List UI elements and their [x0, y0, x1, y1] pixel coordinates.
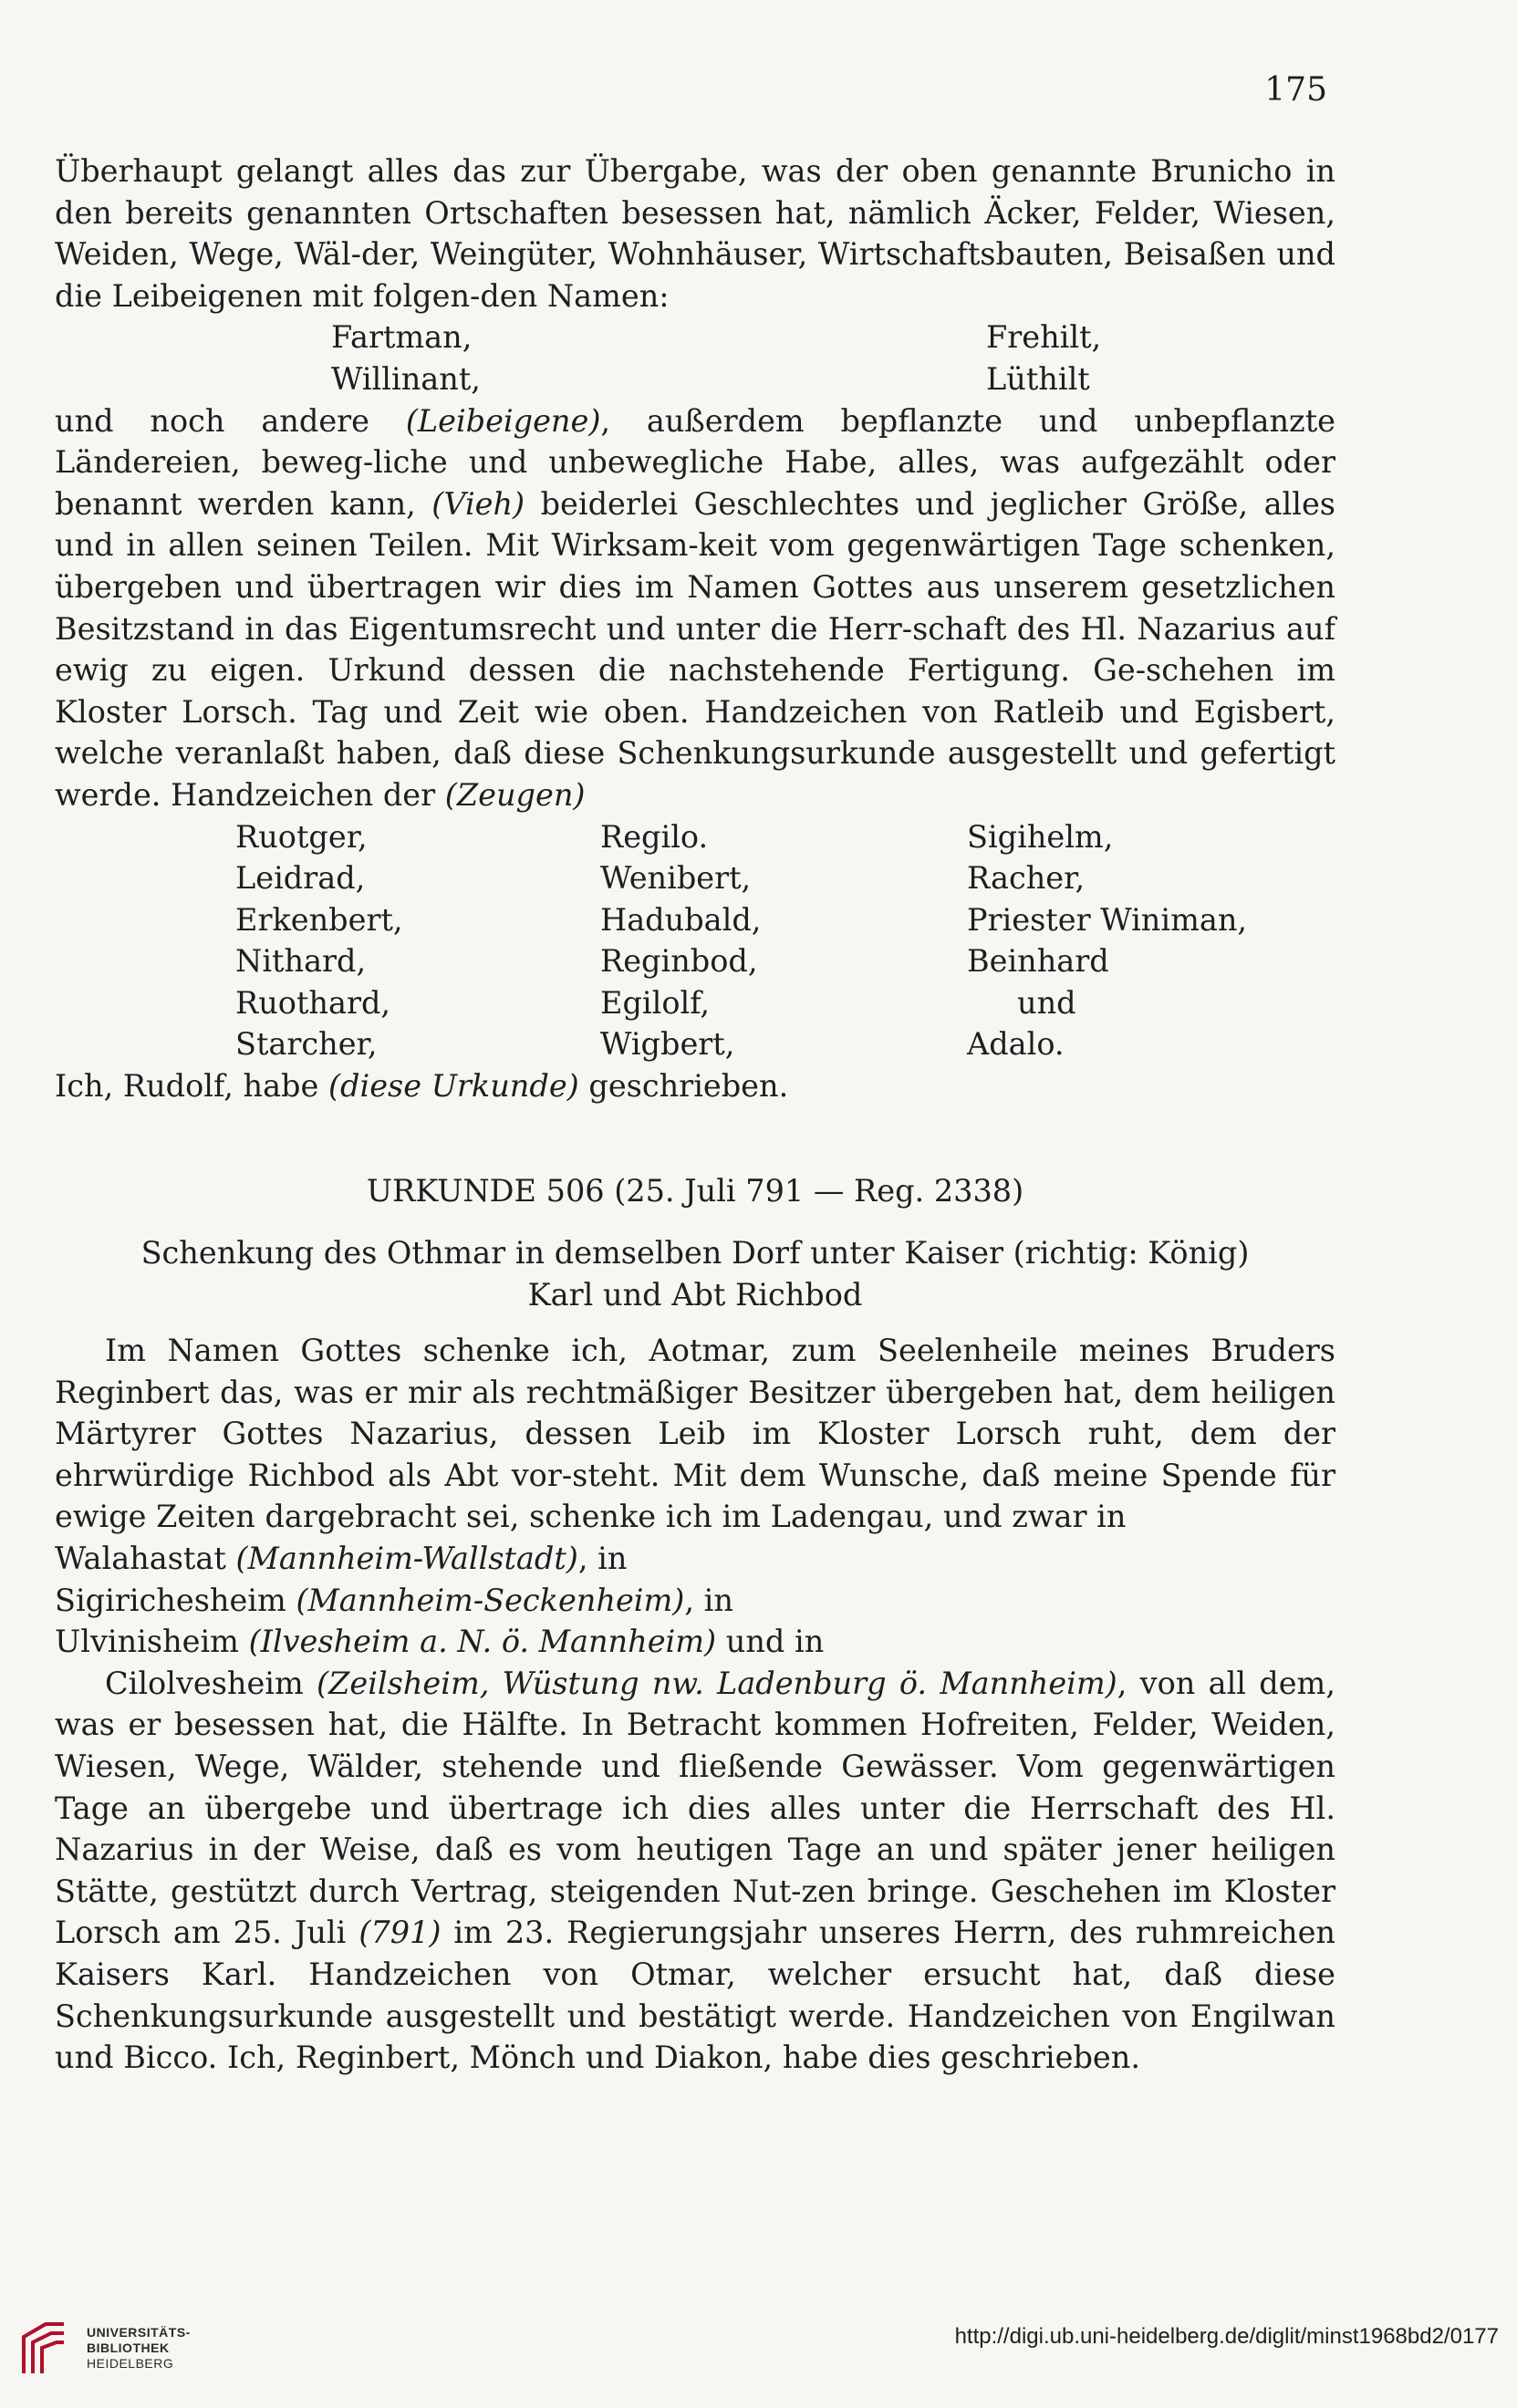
editorial-note: (Mannheim-Seckenheim) [296, 1582, 685, 1618]
source-url-link[interactable]: http://digi.ub.uni-heidelberg.de/diglit/minst1968bd2/0177 [954, 2324, 1499, 2349]
witness-name: und [1017, 984, 1076, 1021]
witness-name: Erkenbert, [235, 901, 403, 938]
witness-name: Leidrad, [235, 860, 366, 897]
editorial-note: (Mannheim-Wallstadt) [235, 1540, 578, 1576]
witness-name: Egilolf, [600, 984, 711, 1021]
paragraph-2 [55, 400, 1335, 816]
scribe-line [55, 1065, 1335, 1107]
place-line [55, 1538, 1335, 1580]
serf-names [331, 317, 1335, 400]
text-run: , von all dem, was er besessen hat, die Hälfte. In Betracht kommen Hofreiten, Felder, Weiden, Wiesen, Wege, Wälder, stehende und fließende Gewässer. Vom gegenwärtigen Tage an übergebe und übertrage ich dies alles unter die Herrschaft des Hl. Nazarius in der Weise, daß es vom heutigen Tage an und später jener heiligen Stätte, gestützt durch Vertrag, steigenden Nut-zen bringe. Geschehen im Kloster Lorsch am 25. Juli [55, 1665, 1335, 1951]
witness-name: Wenibert, [600, 860, 752, 897]
text-run: Ich, Rudolf, habe [55, 1068, 328, 1105]
place-name: Ulvinisheim [55, 1624, 249, 1660]
witness-name: Priester Winiman, [967, 901, 1248, 938]
paragraph-1: Überhaupt gelangt alles das zur Übergabe, was der oben genannte Brunicho in den bereits genannten Ortschaften besessen hat, nämlich Äcker, Felder, Wiesen, Weiden, Wege, Wäl-der, Weingüter, Wohnhäuser, Wirtschaftsbauten, Beisaßen und die Leibeigenen mit folgen-den Namen: [55, 153, 1335, 314]
editorial-note: (diese Urkunde) [327, 1068, 579, 1105]
serf-name: Fartman, [331, 319, 473, 356]
place-name: Walahastat [55, 1540, 236, 1576]
witness-name: Ruothard, [235, 984, 391, 1021]
place-name: Cilolvesheim [105, 1665, 317, 1701]
serf-name: Lüthilt [986, 360, 1090, 397]
witness-name: Regilo. [600, 818, 709, 855]
place-line [55, 1580, 1335, 1622]
witness-name: Hadubald, [600, 901, 762, 938]
document-subtitle: Schenkung des Othmar in demselben Dorf unter Kaiser (richtig: König) [140, 1235, 1250, 1271]
witness-name: Nithard, [235, 943, 367, 980]
library-logo-icon [16, 2317, 71, 2381]
witness-name: Sigihelm, [967, 818, 1114, 855]
text-run: und noch andere [55, 402, 406, 439]
editorial-note: (Zeugen) [444, 776, 586, 813]
witness-name: Racher, [967, 860, 1086, 897]
witness-name: Wigbert, [600, 1026, 735, 1063]
editorial-note: (Zeilsheim, Wüstung nw. Ladenburg ö. Mannheim) [317, 1665, 1117, 1701]
place-line [55, 1621, 1335, 1663]
library-name-line: UNIVERSITÄTS- [87, 2325, 191, 2340]
text-run: und in [716, 1624, 825, 1660]
footer-bar [0, 2300, 1517, 2408]
document-heading: URKUNDE 506 (25. Juli 791 — Reg. 2338) [366, 1173, 1024, 1209]
editorial-note: (Leibeigene) [405, 402, 601, 439]
witness-name: Beinhard [967, 943, 1109, 980]
text-run: , außerdem bepflanzte und unbepflanzte Ländereien, beweg-liche und unbewegliche Habe, alles, was aufgezählt oder benannt werden kann, [55, 402, 1335, 522]
editorial-note: (Vieh) [431, 485, 525, 522]
witness-name: Starcher, [235, 1026, 378, 1063]
text-run: im 23. Regierungsjahr unseres Herrn, des ruhmreichen Kaisers Karl. Handzeichen von Otmar, welcher ersucht hat, daß diese Schenkungsurkunde ausgestellt und bestätigt werde. Handzeichen von Engilwan und Bicco. Ich, Reginbert, Mönch und Diakon, habe dies geschrieben. [55, 1915, 1335, 2076]
paragraph-3: Im Namen Gottes schenke ich, Aotmar, zum Seelenheile meines Bruders Reginbert das, was er mir als rechtmäßiger Besitzer übergeben hat, dem heiligen Märtyrer Gottes Nazarius, dessen Leib im Kloster Lorsch ruht, dem der ehrwürdige Richbod als Abt vor-steht. Mit dem Wunsche, daß meine Spende für ewige Zeiten dargebracht sei, schenke ich im Ladengau, und zwar in [55, 1333, 1335, 1535]
text-block-top [55, 150, 1335, 1107]
serf-name: Frehilt, [986, 319, 1102, 356]
text-block-bottom [55, 1330, 1335, 2079]
witness-list [235, 816, 1335, 1066]
library-name-line: BIBLIOTHEK [87, 2341, 170, 2355]
document-subtitle: Karl und Abt Richbod [527, 1277, 863, 1313]
witness-name: Reginbod, [600, 943, 758, 980]
editorial-note: (Ilvesheim a. N. ö. Mannheim) [248, 1624, 717, 1660]
page-number: 175 [1264, 71, 1327, 109]
editorial-note: (791) [358, 1915, 442, 1951]
text-run: beiderlei Geschlechtes und jeglicher Größe, alles und in allen seinen Teilen. Mit Wirksam-keit vom gegenwärtigen Tage schenken, übergeben und übertragen wir dies im Namen Gottes aus unserem gesetzlichen Besitzstand in das Eigentumsrecht und unter die Herr-schaft des Hl. Nazarius auf ewig zu eigen. Urkund dessen die nachstehende Fertigung. Ge-schehen im Kloster Lorsch. Tag und Zeit wie oben. Handzeichen von Ratleib und Egisbert, welche veranlaßt haben, daß diese Schenkungsurkunde ausgestellt und gefertigt werde. Handzeichen der [55, 485, 1335, 813]
place-name: Sigirichesheim [55, 1582, 296, 1618]
library-name [87, 2325, 191, 2372]
text-run: , in [577, 1540, 628, 1576]
serf-name: Willinant, [331, 360, 481, 397]
text-run: geschrieben. [578, 1068, 789, 1105]
text-run: , in [684, 1582, 733, 1618]
library-name-line: HEIDELBERG [87, 2356, 174, 2371]
paragraph-4 [55, 1663, 1335, 2079]
witness-name: Adalo. [967, 1026, 1065, 1063]
witness-name: Ruotger, [235, 818, 368, 855]
